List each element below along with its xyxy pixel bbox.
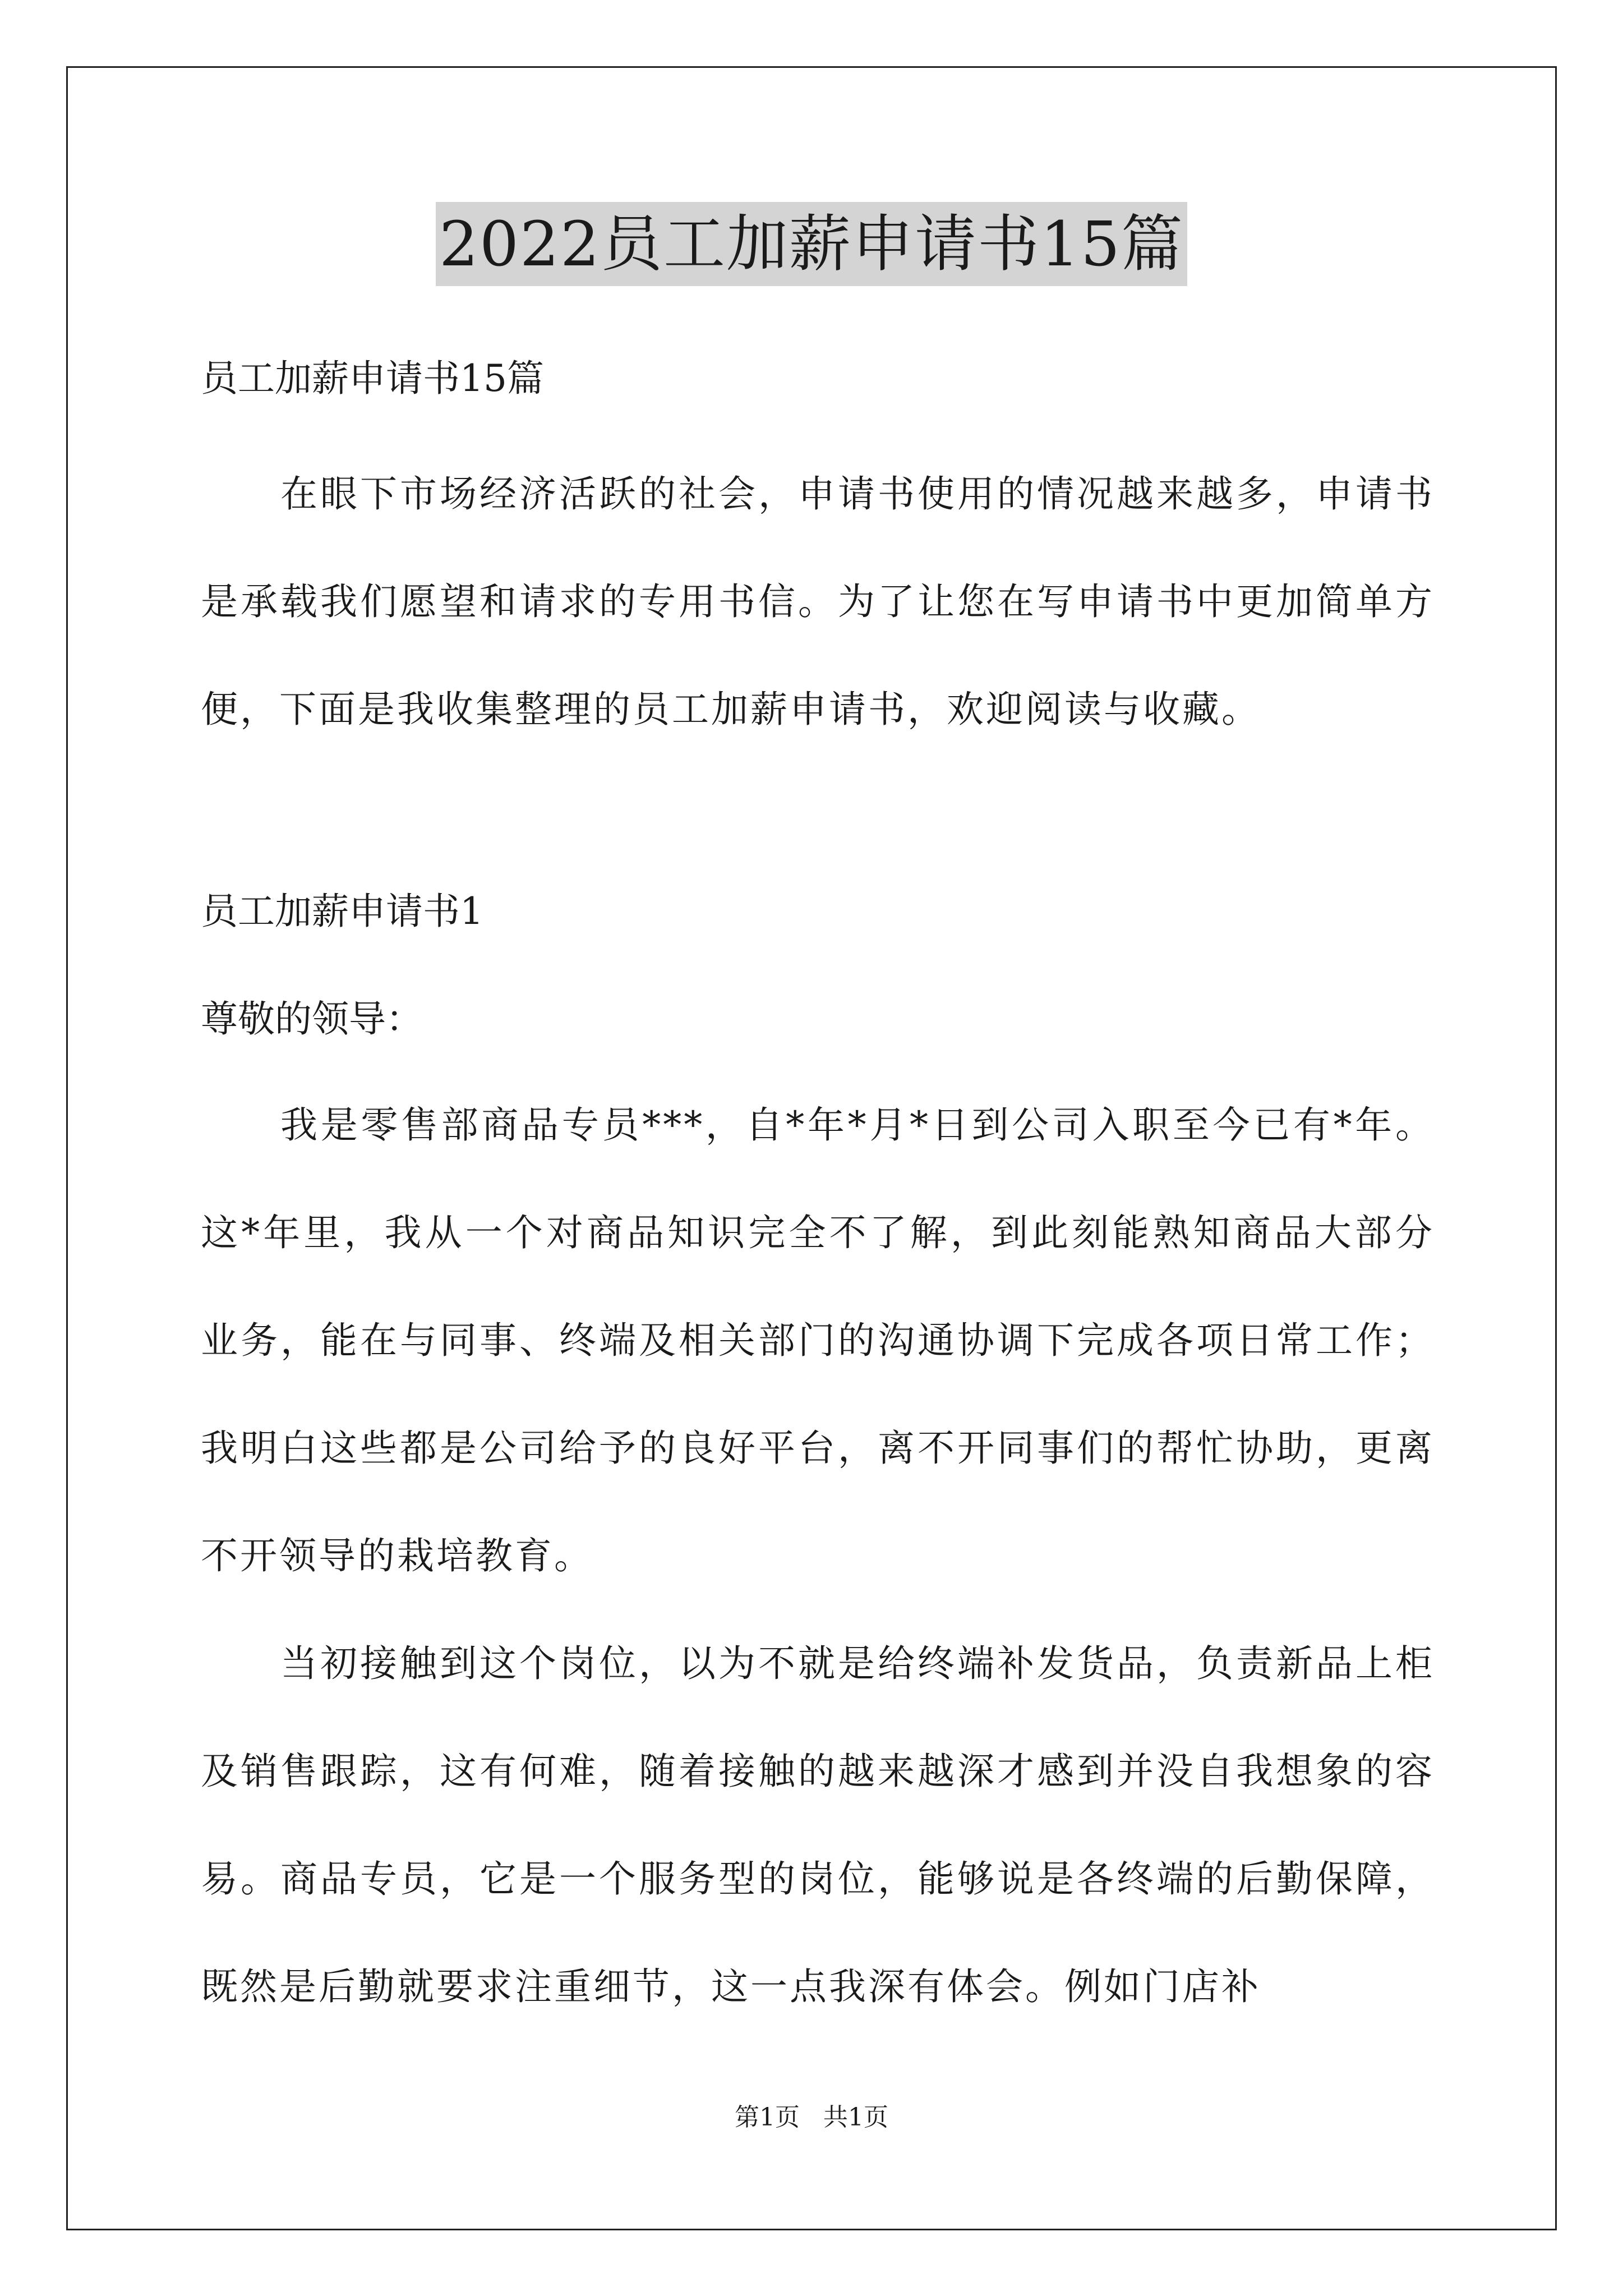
section-heading: 员工加薪申请书1 (201, 890, 483, 933)
body-paragraph-1: 我是零售部商品专员***，自*年*月*日到公司入职至今已有*年。这*年里，我从一个对商品知识完全不了解，到此刻能熟知商品大部分业务，能在与同事、终端及相关部门的沟通协调下完成各项日常工作；我明白这些都是公司给予的良好平台，离不开同事们的帮忙协助，更离不开领导的栽培教育。 (201, 1103, 1435, 1577)
subtitle: 员工加薪申请书15篇 (201, 357, 544, 400)
page-footer (0, 2101, 1623, 2134)
page-total: 共1页 (823, 2103, 888, 2132)
intro-paragraph: 在眼下市场经济活跃的社会，申请书使用的情况越来越多，申请书是承载我们愿望和请求的专用书信。为了让您在写申请书中更加简单方便，下面是我收集整理的员工加薪申请书，欢迎阅读与收藏。 (201, 472, 1435, 731)
salutation: 尊敬的领导： (201, 997, 423, 1041)
document-title: 2022员工加薪申请书15篇 (436, 202, 1187, 286)
title-container (0, 202, 1623, 286)
page-number: 第1页 (735, 2103, 800, 2132)
body-paragraph-2: 当初接触到这个岗位，以为不就是给终端补发货品，负责新品上柜及销售跟踪，这有何难，随着接触的越来越深才感到并没自我想象的容易。商品专员，它是一个服务型的岗位，能够说是各终端的后勤保障，既然是后勤就要求注重细节，这一点我深有体会。例如门店补 (201, 1642, 1435, 2008)
